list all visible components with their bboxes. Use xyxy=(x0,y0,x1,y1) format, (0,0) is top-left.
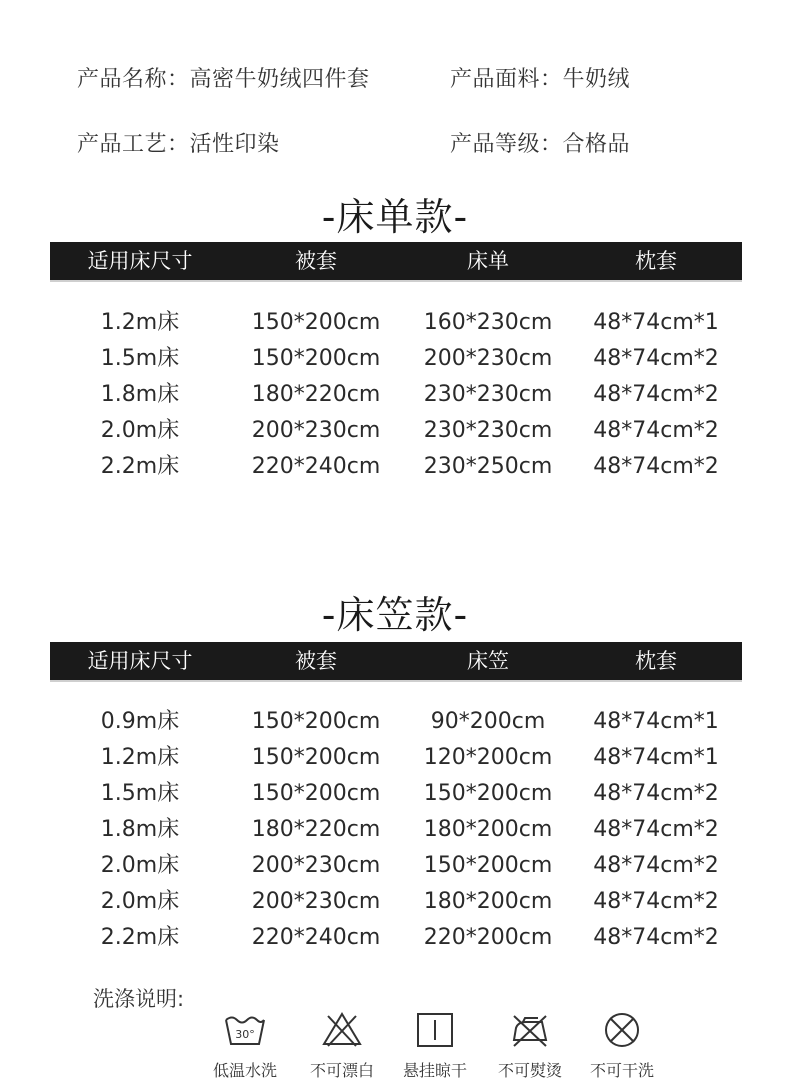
cell-pillowcase: 48*74cm*1 xyxy=(593,310,719,335)
wash-text: 悬挂晾干 xyxy=(402,1061,467,1080)
product-grade: 产品等级：合格品 xyxy=(450,132,631,157)
header-pillowcase: 枕套 xyxy=(635,249,677,273)
cell-duvet: 150*200cm xyxy=(251,346,381,371)
wash-text: 低温水洗 xyxy=(212,1061,277,1080)
cell-duvet: 150*200cm xyxy=(251,745,381,770)
cell-fitted-sheet: 180*200cm xyxy=(423,889,553,914)
wash-item-low-temp xyxy=(200,1010,290,1081)
no-dry-clean-icon xyxy=(600,1010,644,1050)
wash-instructions-label: 洗涤说明: xyxy=(93,987,185,1011)
sheet-header-divider xyxy=(50,280,742,282)
cell-pillowcase: 48*74cm*2 xyxy=(593,418,719,443)
header-bed-size: 适用床尺寸 xyxy=(87,649,193,673)
header-sheet: 床单 xyxy=(467,249,509,273)
cell-bed-size: 1.8m床 xyxy=(100,382,180,407)
table-row xyxy=(50,305,742,341)
fitted-section-title: -床笠款- xyxy=(321,593,469,637)
cell-fitted-sheet: 150*200cm xyxy=(423,781,553,806)
cell-sheet: 230*230cm xyxy=(423,382,553,407)
cell-sheet: 160*230cm xyxy=(423,310,553,335)
cell-sheet: 230*230cm xyxy=(423,418,553,443)
cell-pillowcase: 48*74cm*2 xyxy=(593,817,719,842)
wash-text: 不可干洗 xyxy=(589,1061,654,1080)
sheet-section-title: -床单款- xyxy=(321,195,469,239)
fitted-table-header xyxy=(50,642,742,680)
wash-item-no-bleach xyxy=(297,1010,387,1081)
product-fabric: 产品面料：牛奶绒 xyxy=(450,67,631,92)
cell-duvet: 220*240cm xyxy=(251,454,381,479)
cell-duvet: 180*220cm xyxy=(251,382,381,407)
cell-duvet: 150*200cm xyxy=(251,709,381,734)
cell-pillowcase: 48*74cm*2 xyxy=(593,925,719,950)
wash-text: 不可熨烫 xyxy=(497,1061,562,1080)
cell-bed-size: 1.5m床 xyxy=(100,781,180,806)
table-row xyxy=(50,812,742,848)
wash-item-no-dry-clean xyxy=(577,1010,667,1081)
cell-duvet: 200*230cm xyxy=(251,889,381,914)
cell-bed-size: 2.2m床 xyxy=(100,925,180,950)
cell-bed-size: 1.8m床 xyxy=(100,817,180,842)
header-duvet: 被套 xyxy=(295,649,337,673)
cell-sheet: 200*230cm xyxy=(423,346,553,371)
no-bleach-icon xyxy=(320,1010,364,1050)
cell-bed-size: 2.0m床 xyxy=(100,889,180,914)
header-bed-size: 适用床尺寸 xyxy=(87,249,193,273)
table-row xyxy=(50,884,742,920)
table-row xyxy=(50,341,742,377)
fitted-header-divider xyxy=(50,680,742,682)
table-row xyxy=(50,449,742,485)
cell-fitted-sheet: 180*200cm xyxy=(423,817,553,842)
table-row xyxy=(50,740,742,776)
table-row xyxy=(50,377,742,413)
wash-text: 不可漂白 xyxy=(309,1061,374,1080)
cell-duvet: 180*220cm xyxy=(251,817,381,842)
cell-bed-size: 0.9m床 xyxy=(100,709,180,734)
cell-duvet: 200*230cm xyxy=(251,853,381,878)
cell-pillowcase: 48*74cm*2 xyxy=(593,454,719,479)
product-craft: 产品工艺：活性印染 xyxy=(77,132,280,157)
table-row xyxy=(50,413,742,449)
wash-item-no-iron xyxy=(485,1010,575,1081)
product-name: 产品名称：高密牛奶绒四件套 xyxy=(77,67,370,92)
cell-duvet: 220*240cm xyxy=(251,925,381,950)
cell-fitted-sheet: 120*200cm xyxy=(423,745,553,770)
wash-30-icon xyxy=(223,1010,267,1050)
no-iron-icon xyxy=(508,1010,552,1050)
cell-duvet: 200*230cm xyxy=(251,418,381,443)
cell-bed-size: 1.5m床 xyxy=(100,346,180,371)
cell-fitted-sheet: 150*200cm xyxy=(423,853,553,878)
header-pillowcase: 枕套 xyxy=(635,649,677,673)
cell-duvet: 150*200cm xyxy=(251,310,381,335)
sheet-table-header xyxy=(50,242,742,280)
cell-fitted-sheet: 90*200cm xyxy=(430,709,546,734)
table-row xyxy=(50,848,742,884)
cell-pillowcase: 48*74cm*1 xyxy=(593,709,719,734)
cell-bed-size: 2.2m床 xyxy=(100,454,180,479)
cell-fitted-sheet: 220*200cm xyxy=(423,925,553,950)
header-fitted-sheet: 床笠 xyxy=(467,649,509,673)
table-row xyxy=(50,704,742,740)
wash-temp-text: 30° xyxy=(235,1028,255,1041)
cell-duvet: 150*200cm xyxy=(251,781,381,806)
cell-bed-size: 2.0m床 xyxy=(100,853,180,878)
cell-pillowcase: 48*74cm*2 xyxy=(593,382,719,407)
cell-pillowcase: 48*74cm*2 xyxy=(593,853,719,878)
cell-pillowcase: 48*74cm*2 xyxy=(593,889,719,914)
header-duvet: 被套 xyxy=(295,249,337,273)
cell-pillowcase: 48*74cm*2 xyxy=(593,781,719,806)
hang-dry-icon xyxy=(413,1010,457,1050)
wash-item-hang-dry xyxy=(390,1010,480,1081)
cell-sheet: 230*250cm xyxy=(423,454,553,479)
cell-pillowcase: 48*74cm*2 xyxy=(593,346,719,371)
table-row xyxy=(50,920,742,956)
table-row xyxy=(50,776,742,812)
cell-bed-size: 1.2m床 xyxy=(100,310,180,335)
cell-bed-size: 2.0m床 xyxy=(100,418,180,443)
cell-bed-size: 1.2m床 xyxy=(100,745,180,770)
cell-pillowcase: 48*74cm*1 xyxy=(593,745,719,770)
